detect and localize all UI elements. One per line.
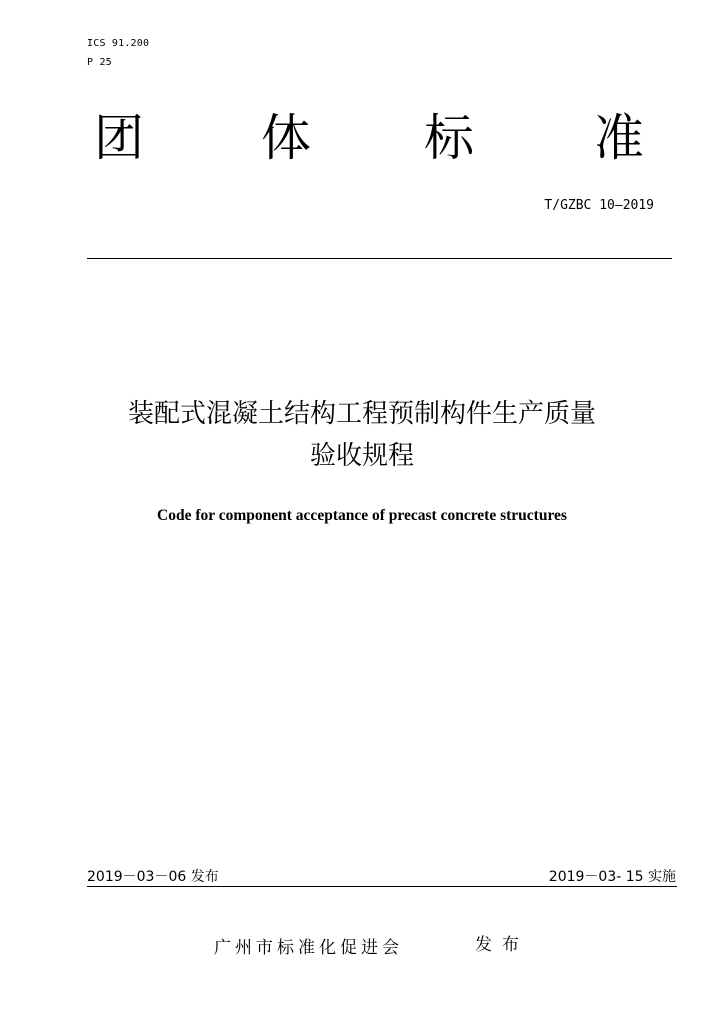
english-title: Code for component acceptance of precast concrete structures bbox=[157, 507, 567, 524]
standard-number: T/GZBC 10—2019 bbox=[544, 198, 654, 213]
chinese-title-line-1: 装配式混凝土结构工程预制构件生产质量 bbox=[127, 399, 596, 429]
chinese-title-line-2: 验收规程 bbox=[309, 441, 414, 471]
issue-date: 2019－03－06 发布 bbox=[87, 869, 219, 885]
ics-code: ICS 91.200 bbox=[87, 38, 150, 49]
standard-type-char-2: 体 bbox=[261, 109, 311, 167]
publish-action: 发布 bbox=[475, 935, 529, 955]
standard-type-char-4: 准 bbox=[594, 109, 644, 167]
chinese-title bbox=[0, 393, 724, 477]
classification-code: P 25 bbox=[87, 57, 112, 68]
bottom-divider bbox=[87, 886, 677, 887]
standard-type-char-1: 团 bbox=[94, 109, 144, 167]
implementation-date: 2019－03- 15 实施 bbox=[548, 869, 676, 885]
publisher-name: 广州市标准化促进会 bbox=[214, 938, 403, 958]
top-divider bbox=[87, 258, 672, 259]
standard-type-char-3: 标 bbox=[424, 109, 474, 167]
